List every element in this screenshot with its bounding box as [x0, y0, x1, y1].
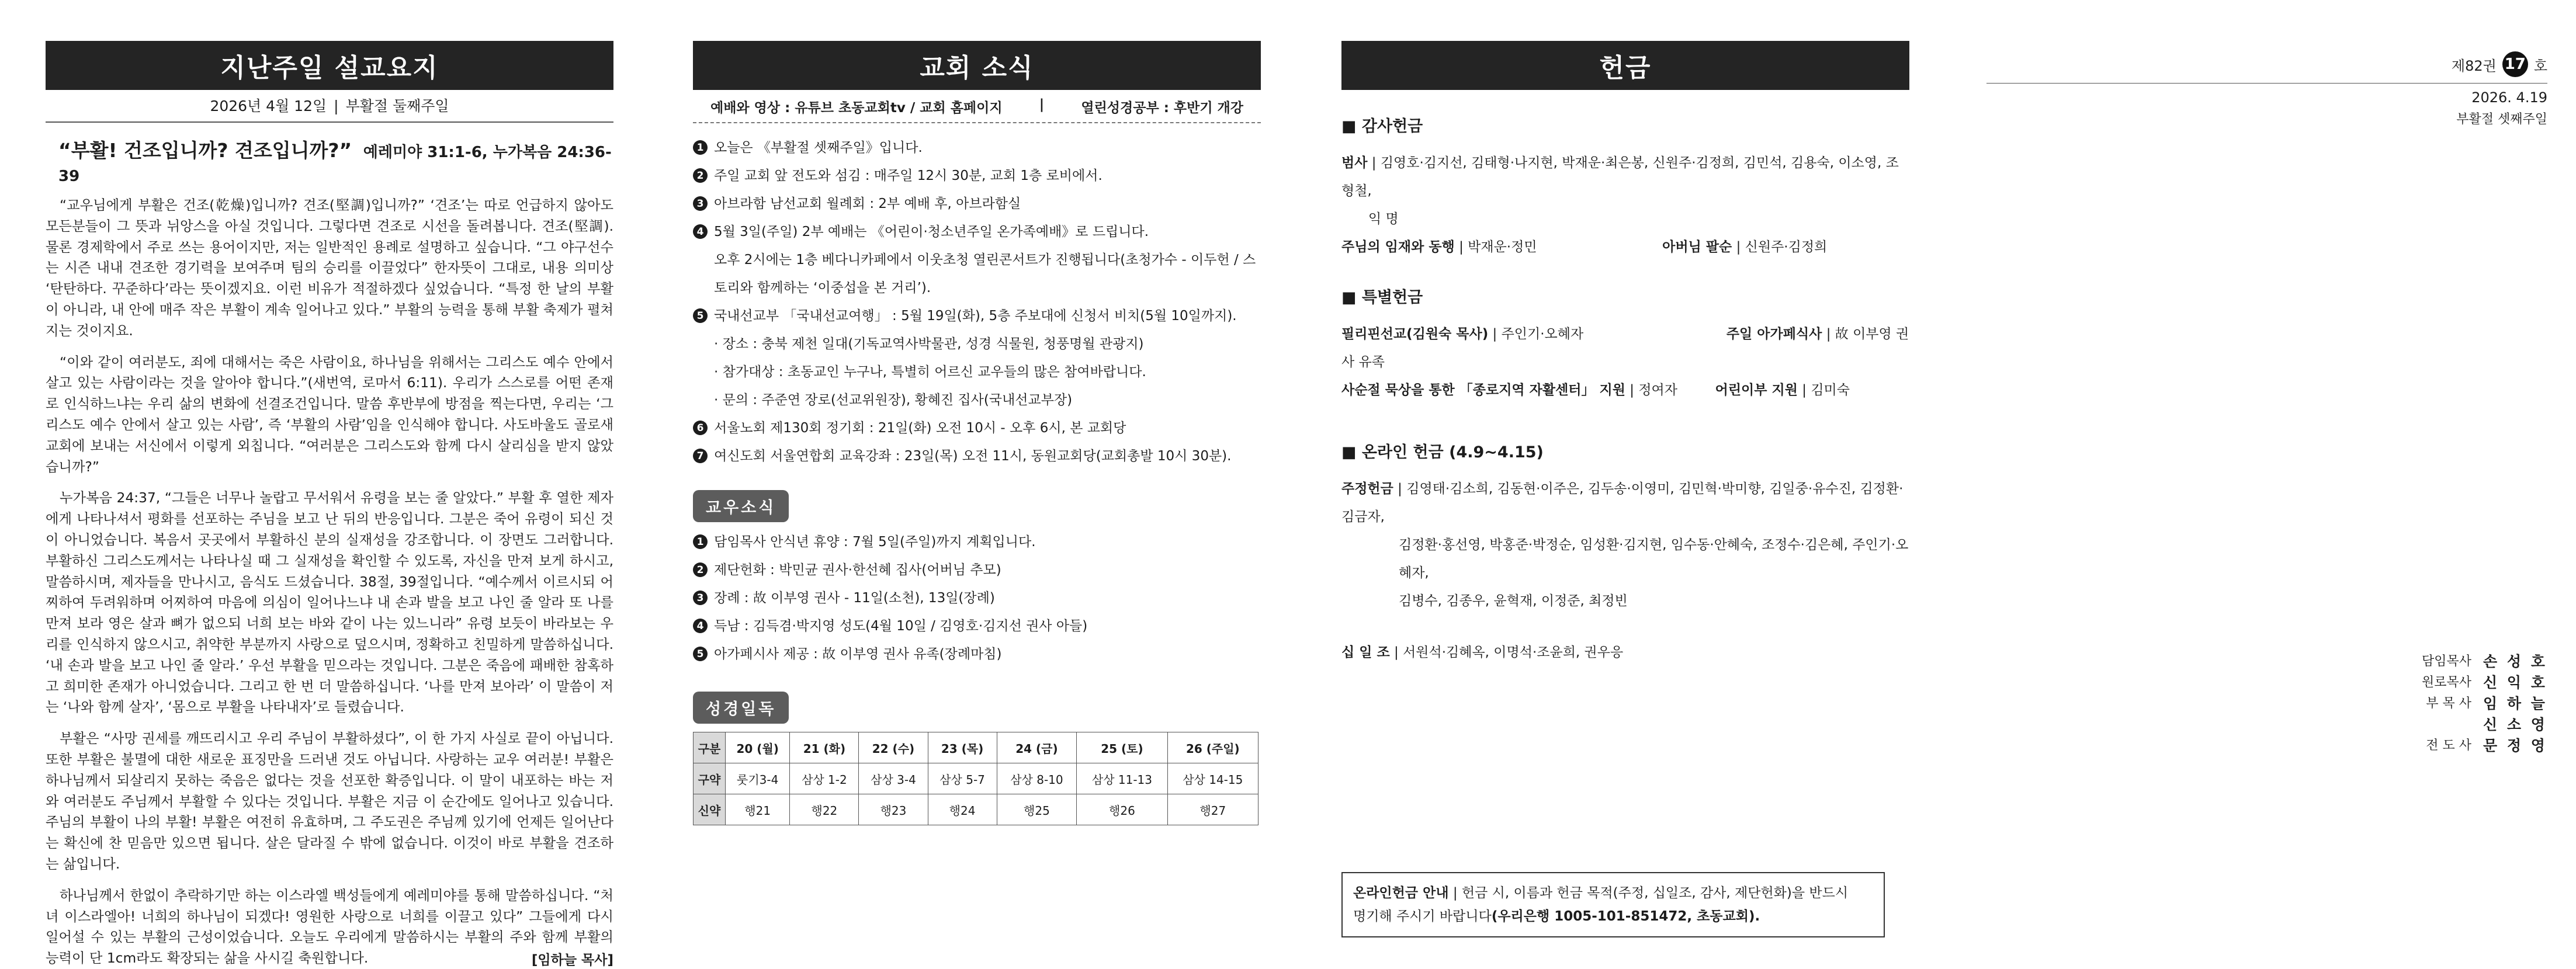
bible-section [693, 692, 1261, 825]
news-list [693, 134, 1261, 470]
online-label: 주정헌금 [1341, 481, 1393, 496]
notice-text-2: 명기해 주시기 바랍니다 [1353, 909, 1492, 924]
sermon-title: “부활! 건조입니까? 견조입니까?” [58, 139, 352, 162]
worship-info [693, 90, 1261, 123]
news-item [693, 134, 1261, 162]
number-badge: 7 [693, 449, 708, 463]
staff-role: 전 도 사 [2426, 738, 2471, 753]
members-list [693, 528, 1261, 668]
number-badge: 3 [693, 591, 708, 605]
table-cell: 행23 [859, 794, 928, 825]
news-subline: · 장소 : 충북 제천 일대(기독교역사박물관, 성경 식물원, 청풍명월 관광지) [714, 336, 1144, 352]
news-text: 아브라함 남선교회 월례회 : 2부 예배 후, 아브라함실 [714, 196, 1021, 211]
member-item [693, 556, 1261, 584]
special3-label: 사순절 묵상을 통한 「종로지역 자활센터」 지원 [1341, 383, 1625, 398]
special-offering-title: ■ 특별헌금 [1341, 289, 1423, 307]
thanks-extra2-names: 신원주·김정희 [1745, 239, 1828, 255]
table-header-row [694, 732, 1258, 763]
news-item [693, 414, 1261, 442]
staff-role: 부 목 사 [2426, 696, 2471, 711]
number-badge: 4 [693, 224, 708, 239]
table-row [694, 763, 1258, 794]
volume-text: 제82권 [2451, 57, 2497, 74]
member-item [693, 528, 1261, 556]
number-badge: 5 [693, 308, 708, 323]
table-corner: 구분 [694, 732, 726, 763]
number-badge: 4 [693, 619, 708, 633]
special2-names: 故 이부영 권사 유족 [1341, 327, 1909, 370]
special1-label: 필리핀선교(김원숙 목사) [1341, 327, 1489, 342]
staff-role [2401, 714, 2471, 735]
sermon-paragraph: 누가복음 24:37, “그들은 너무나 놀랍고 무서워서 유령을 보는 줄 알았다.” 부활 후 열한 제자에게 나타나셔서 평화를 선포하는 주님을 보고 난 뒤의 반응입니다. 그분은 죽어 유령이 되신 것이 아니었습니다. 복음서 곳곳에서 부활하신 분의 실재성을 강조합니다. 이 장면도 그러합니다. 부활하신 그리스도께서는 나타나실 때 그 실재성을 확인할 수 있도록, 자신을 만져 보게 하시고, 말씀하시며, 제자들을 만나시고, 음식도 드셨습니다. 38절, 39절입니다. “예수께서 이르시되 어찌하여 두려워하며 어찌하여 마음에 의심이 일어나느냐 내 손과 발을 보고 나인 줄 알라 또 나를 만져 보라 영은 살과 뼈가 없으되 너희 보는 바와 같이 나는 있느니라” 유령 보듯이 바라보는 우리를 인식하지 않으시고, 취약한 부분까지 사랑으로 덮으시며, 정확하고 친밀하게 말씀하십니다. ‘내 손과 발을 보고 나인 줄 알라.’ 우선 부활을 믿으라는 것입니다. 그분은 죽음에 패배한 참혹하고 희미한 존재가 아니었습니다. 그리고 한 번 더 말씀하십니다. ‘나를 만져 보아라’ 이 말씀이 저는 ‘나와 함께 살자’, ‘몸으로 부활을 나타내자’로 들렸습니다. [46, 490, 613, 716]
member-text: 장례 : 故 이부영 권사 - 11일(소천), 13일(장례) [714, 591, 995, 606]
staff-row [2349, 672, 2547, 693]
table-cell: 삼상 5-7 [928, 763, 997, 794]
special4-names: 김미숙 [1811, 383, 1850, 398]
table-cell: 행25 [997, 794, 1077, 825]
table-cell: 삼상 14-15 [1167, 763, 1258, 794]
table-cell: 룻기3-4 [726, 763, 790, 794]
open-bible-study: 열린성경공부 : 후반기 개강 [1081, 100, 1243, 116]
sermon-date: 2026년 4월 12일 [210, 98, 327, 114]
special-line-1: 필리핀선교(김원숙 목사) | 주인기·오혜자 주일 아가페식사 | 故 이부영 권사 유족 [1341, 327, 1909, 370]
thanks-names: 김영호·김지선, 김태형·나지현, 박재운·최은봉, 신원주·김정희, 김민석, 김용숙, 이소영, 조형철, [1341, 155, 1899, 199]
thanks-extra-line: 주님의 임재와 동행 | 박재운·정민 아버님 팔순 | 신원주·김정희 [1341, 239, 1828, 255]
issue-volume [1986, 51, 2547, 77]
issue-date: 2026. 4.19 [1986, 83, 2547, 106]
day-header: 20 (월) [726, 732, 790, 763]
sermon-paragraph: “교우님에게 부활은 건조(乾燥)입니까? 견조(堅調)입니까?” ‘견조’는 따로 언급하지 않아도 모든분들이 그 뜻과 뉘앙스을 아실 것입니다. 그렇다면 견조로 시선을 돌려봅니다. 견조(堅調). 물론 경제학에서 주로 쓰는 용어이지만, 저는 일반적인 용례로 설명하고 싶습니다. “그 야구선수는 시즌 내내 견조한 경기력을 보여주며 팀의 승리를 이끌었다” 한자뜻이 그대로, 내용 의미상 ‘탄탄하다. 꾸준하다’라는 뜻이겠지요. 이런 비유가 적절하겠다 싶었습니다. “특정 한 날의 부활이 아니라, 내 안에 매주 작은 부활이 계속 일어나고 있다.” 부활의 능력을 통해 부활 축제가 펼쳐지는 것이지요. [46, 197, 614, 339]
members-header: 교우소식 [693, 490, 789, 522]
special-line-2: 사순절 묵상을 통한 「종로지역 자활센터」 지원 | 정여자 어린이부 지원 | 김미숙 [1341, 383, 1850, 398]
day-header: 25 (토) [1077, 732, 1167, 763]
table-cell: 행21 [726, 794, 790, 825]
news-text: 오늘은 《부활절 셋째주일》입니다. [714, 140, 923, 155]
news-text: 주일 교회 앞 전도와 섬김 : 매주일 12시 30분, 교회 1층 로비에서. [714, 168, 1102, 183]
table-cell: 행26 [1077, 794, 1167, 825]
online-line-3: 김병수, 김종우, 윤혁재, 이정준, 최정빈 [1399, 593, 1628, 609]
table-cell: 행27 [1167, 794, 1258, 825]
bible-reading-table [693, 732, 1258, 825]
sermon-scripture: 예레미야 31:1-6, 누가복음 24:36-39 [58, 144, 612, 185]
news-text: 서울노회 제130회 정기회 : 21일(화) 오전 10시 - 오후 6시, 본 교회당 [714, 421, 1126, 436]
table-cell: 삼상 1-2 [790, 763, 859, 794]
thanks-extra1-names: 박재운·정민 [1468, 239, 1537, 255]
staff-name: 신 소 영 [2483, 716, 2547, 733]
number-badge: 5 [693, 647, 708, 661]
staff-row [2349, 714, 2547, 735]
thanks-label: 범사 [1341, 155, 1368, 171]
sermon-dateline: 2026년 4월 12일 | 부활절 둘째주일 [46, 90, 613, 123]
news-column [693, 41, 1261, 825]
table-cell: 행22 [790, 794, 859, 825]
thanks-offering-title: ■ 감사헌금 [1341, 117, 1423, 136]
sermon-paragraph: 부활은 “사망 권세를 깨뜨리시고 우리 주님이 부활하셨다”, 이 한 가지 사실로 끝이 아닙니다. 또한 부활은 불멸에 대한 새로운 표징만을 드러낸 것도 아닙니다. 사랑하는 교우 여러분! 부활은 하나님께서 되살리지 못하는 죽음은 없다는 것을 선포한 확증입니다. 이 말이 내포하는 바는 저와 여러분도 주님께서 부활할 수 있다는 것입니다. 부활은 지금 이 순간에도 일어나고 있습니다. 주님의 부활이 나의 부활! 부활은 여전히 유효하며, 그 주도권은 주님께 있기에 언제든 일어난다는 확신에 찬 믿음만 있으면 됩니다. 살은 달라질 수 밖에 없습니다. 이것이 바로 부활을 견조하는 삶입니다. [46, 731, 613, 872]
news-item [693, 218, 1261, 246]
staff-row [2349, 651, 2547, 672]
news-item [693, 442, 1261, 470]
news-subline: · 참가대상 : 초동교인 누구나, 특별히 어르신 교우들의 많은 참여바랍니다. [714, 364, 1146, 380]
row-label: 신약 [694, 794, 726, 825]
day-header: 22 (수) [859, 732, 928, 763]
number-badge: 1 [693, 140, 708, 155]
member-item [693, 640, 1261, 668]
news-text: 국내선교부 「국내선교여행」 : 5월 19일(화), 5층 주보대에 신청서 비치(5월 10일까지). [714, 308, 1237, 324]
sermon-preacher: [임하늘 목사] [531, 952, 613, 968]
offering-header: 헌금 [1341, 41, 1909, 90]
online-names: 김영태·김소희, 김동현·이주은, 김두송·이영미, 김민혁·박미향, 김일중·유수진, 김정환·김금자, [1341, 481, 1904, 525]
sermon-paragraph: “이와 같이 여러분도, 죄에 대해서는 죽은 사람이요, 하나님을 위해서는 그리스도 예수 안에서 살고 있는 사람이라는 것을 알아야 합니다.”(새번역, 로마서 6:11). 우리가 스스로를 어떤 존재로 인식하느냐는 우리 삶의 변화에 선결조건입니다. 말씀 후반부에 방점을 찍는다면, 우리는 ‘그리스도 예수 안에서 살고 있는 사람’, 즉 ‘부활의 사람’임을 인식해야 합니다. 사도바울도 골로새교회에 보내는 서신에서 이렇게 외칩니다. “여러분은 그리스도와 함께 다시 살리심을 받지 않았습니까?” [46, 354, 613, 475]
member-item [693, 584, 1261, 612]
special2-label: 주일 아가페식사 [1726, 327, 1822, 342]
news-text: 5월 3일(주일) 2부 예배는 《어린이·청소년주일 온가족예배》로 드립니다. [714, 224, 1149, 239]
special4-label: 어린이부 지원 [1715, 383, 1798, 398]
staff-row [2349, 735, 2547, 756]
table-cell: 삼상 11-13 [1077, 763, 1167, 794]
number-badge: 1 [693, 534, 708, 549]
thanks-offering-line: 범사 | 김영호·김지선, 김태형·나지현, 박재운·최은봉, 신원주·김정희, 김민석, 김용숙, 이소영, 조형철, [1341, 155, 1899, 199]
number-badge: 6 [693, 421, 708, 435]
table-cell: 삼상 3-4 [859, 763, 928, 794]
worship-video: 예배와 영상 : 유튜브 초동교회tv / 교회 홈페이지 [710, 100, 1003, 116]
bible-header: 성경일독 [693, 692, 789, 724]
issue-column [1986, 41, 2547, 754]
member-item [693, 612, 1261, 640]
staff-name: 손 성 호 [2483, 653, 2547, 670]
thanks-names-cont: 익 명 [1368, 211, 1399, 227]
online-line-2: 김정환·홍선영, 박홍준·박정순, 임성환·김지현, 임수동·안혜숙, 조정수·김은혜, 주인기·오혜자, [1399, 537, 1909, 581]
news-subline: · 문의 : 주준연 장로(선교위원장), 황혜진 집사(국내선교부장) [714, 393, 1073, 408]
thanks-extra2-label: 아버님 팔순 [1662, 239, 1732, 255]
offering-column [1341, 41, 1909, 937]
issue-suffix: 호 [2533, 57, 2547, 74]
member-text: 담임목사 안식년 휴양 : 7월 5일(주일)까지 계획입니다. [714, 534, 1036, 550]
notice-text: 헌금 시, 이름과 헌금 목적(주정, 십일조, 감사, 제단헌화)을 반드시 [1461, 885, 1849, 901]
sermon-occasion: 부활절 둘째주일 [345, 98, 449, 114]
tithe-label: 십 일 조 [1341, 645, 1390, 660]
member-text: 아가페시사 제공 : 故 이부영 권사 유족(장례마침) [714, 647, 1002, 662]
staff-role: 원로목사 [2421, 675, 2471, 690]
news-subline: 토리와 함께하는 ‘이중섭을 본 거리’). [714, 280, 931, 296]
news-item [693, 302, 1261, 330]
day-header: 23 (목) [928, 732, 997, 763]
day-header: 26 (주일) [1167, 732, 1258, 763]
thanks-extra1-label: 주님의 임재와 동행 [1341, 239, 1455, 255]
table-cell: 행24 [928, 794, 997, 825]
staff-name: 문 정 영 [2483, 737, 2547, 754]
tithe-names: 서원석·김혜옥, 이명석·조윤희, 권우응 [1403, 645, 1624, 660]
staff-name: 임 하 늘 [2483, 695, 2547, 712]
table-row [694, 794, 1258, 825]
news-item [693, 190, 1261, 218]
worship-divider: | [1039, 97, 1045, 112]
day-header: 21 (화) [790, 732, 859, 763]
issue-week: 부활절 셋째주일 [2456, 112, 2547, 127]
issue-number-badge: 17 [2502, 51, 2528, 77]
table-cell: 삼상 8-10 [997, 763, 1077, 794]
news-header: 교회 소식 [693, 41, 1261, 90]
news-item [693, 162, 1261, 190]
number-badge: 2 [693, 168, 708, 183]
row-label: 구약 [694, 763, 726, 794]
online-offering-notice: 온라인헌금 안내 | 헌금 시, 이름과 헌금 목적(주정, 십일조, 감사, 제단헌화)을 반드시 명기해 주시기 바랍니다(우리은행 1005-101-851472, 초동교회). [1341, 872, 1885, 937]
online-line-1: 주정헌금 | 김영태·김소희, 김동현·이주은, 김두송·이영미, 김민혁·박미향, 김일중·유수진, 김정환·김금자, [1341, 481, 1904, 525]
staff-role: 담임목사 [2421, 654, 2471, 669]
online-offering-title: ■ 온라인 헌금 (4.9~4.15) [1341, 443, 1544, 461]
day-header: 24 (금) [997, 732, 1077, 763]
special3-names: 정여자 [1638, 383, 1677, 398]
number-badge: 2 [693, 562, 708, 577]
notice-account: (우리은행 1005-101-851472, 초동교회). [1491, 909, 1760, 924]
member-text: 제단헌화 : 박민균 권사·한선혜 집사(어버님 추모) [714, 562, 1001, 578]
tithe-line: 십 일 조 | 서원석·김혜옥, 이명석·조윤희, 권우응 [1341, 645, 1624, 660]
special1-names: 주인기·오혜자 [1501, 327, 1584, 342]
staff-row [2349, 693, 2547, 714]
member-text: 득남 : 김득겸·박지영 성도(4월 10일 / 김영호·김지선 권사 아들) [714, 619, 1088, 634]
news-subline: 오후 2시에는 1층 베다니카페에서 이웃초청 열린콘서트가 진행됩니다(초청가수 - 이두헌 / 스 [714, 252, 1256, 268]
news-text: 여신도회 서울연합회 교육강좌 : 23일(목) 오전 11시, 동원교회당(교회총발 10시 30분). [714, 449, 1232, 464]
number-badge: 3 [693, 196, 708, 211]
sermon-paragraph: 하나님께서 한없이 추락하기만 하는 이스라엘 백성들에게 예레미야를 통해 말씀하십니다. “처녀 이스라엘아! 너희의 하나님이 되겠다! 영원한 사랑으로 너희를 이끌고 있다” 그들에게 다시 일어설 수 있는 부활의 근성이었습니다. 오늘도 우리에게 말씀하시는 부활의 주와 함께 부활의 능력이 단 1cm라도 확장되는 삶을 사시길 축원합니다. [46, 887, 613, 967]
members-section [693, 490, 1261, 668]
staff-list [2349, 651, 2547, 756]
sermon-header: 지난주일 설교요지 [46, 41, 613, 90]
sermon-column [46, 41, 613, 968]
sermon-title-line [58, 136, 613, 186]
staff-name: 신 익 호 [2483, 674, 2547, 691]
notice-label: 온라인헌금 안내 [1353, 885, 1449, 901]
